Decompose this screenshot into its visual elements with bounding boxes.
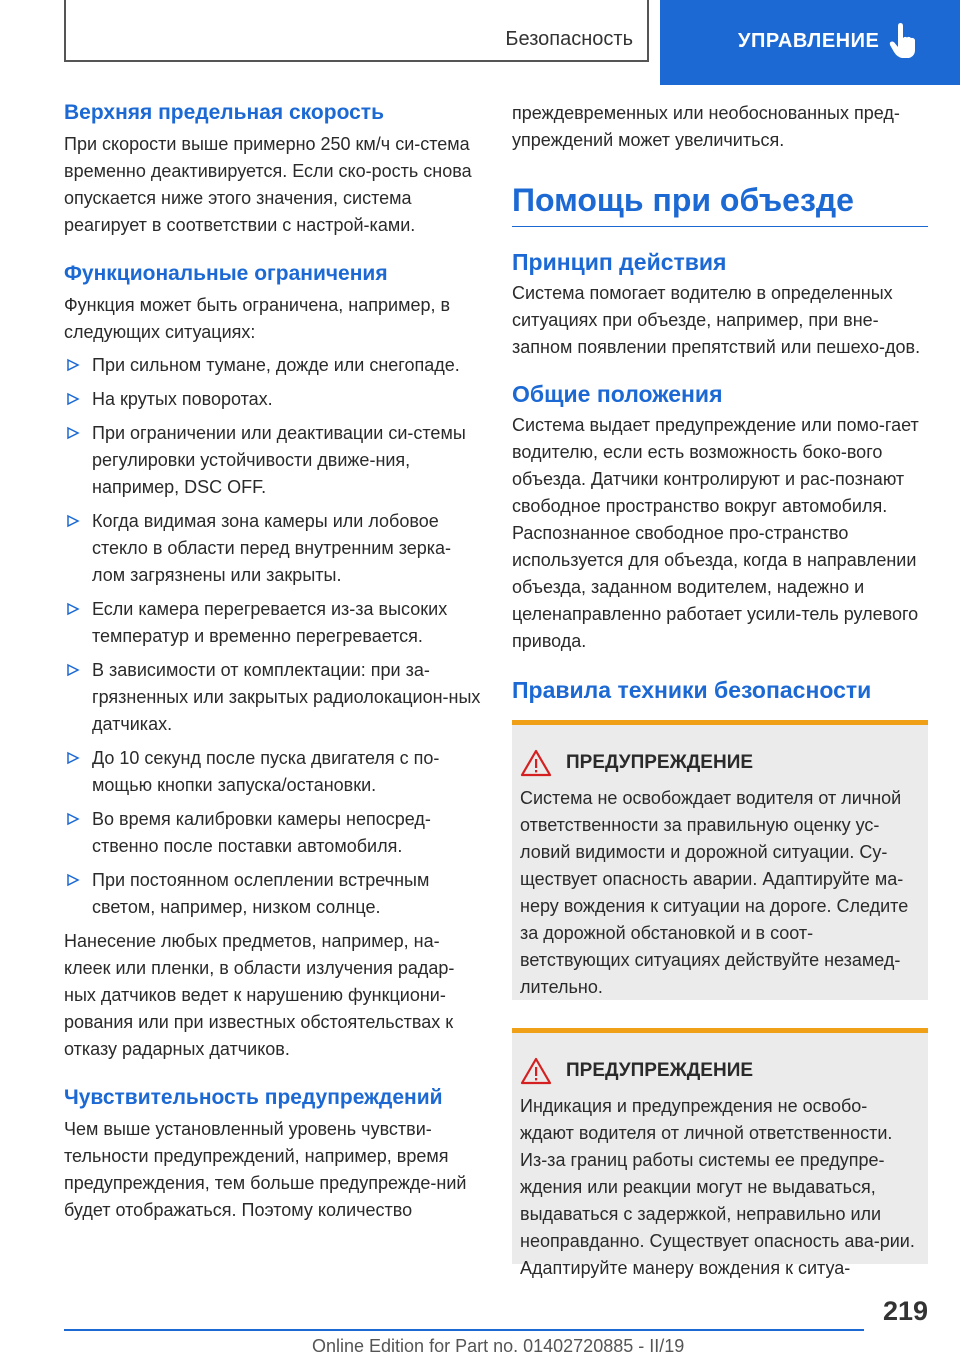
list-item: Когда видимая зона камеры или лобовое стекло в области перед внутренним зерка-лом загрязнены или закрыты. [64,508,482,589]
footer-edition: Online Edition for Part no. 01402720885 - II/19 [312,1336,685,1356]
header-chapter-tab[interactable] [660,0,960,85]
heading-upper-speed: Верхняя предельная скорость [64,101,384,124]
list-item: Если камера перегревается из-за высоких температур и временно перегревается. [64,596,482,650]
warning-triangle-icon [520,749,552,777]
triangle-bullet-icon [66,751,80,765]
header-chapter-title: УПРАВЛЕНИЕ [738,30,880,52]
left-column [64,100,482,1224]
page-number: 219 [882,1296,928,1326]
heading-evasion-assist: Помощь при объезде [512,180,928,227]
triangle-bullet-icon [66,812,80,826]
triangle-bullet-icon [66,663,80,677]
list-item: В зависимости от комплектации: при за-грязненных или закрытых радиолокацион-ных датчиках. [64,657,482,738]
limits-list [64,352,482,921]
list-item: При ограничении или деактивации си-стемы регулировки устойчивости движе-ния, например, DSC OFF. [64,420,482,501]
heading-safety-rules: Правила техники безопасности [512,677,872,703]
paragraph-stickers: Нанесение любых предметов, например, на-клеек или пленки, в области излучения радар-ных датчиков ведет к нарушению функциони-рования или при известных обстоятельствах к отказу радарных датчиков. [64,931,455,1059]
footer-divider [64,1329,864,1331]
paragraph-functional-limits: Функция может быть ограничена, например, в следующих ситуациях: [64,295,451,342]
paragraph-general: Система выдает предупреждение или помо-гает водителю, если есть возможность боко-вого объезда. Датчики контролируют и рас-познают свободное пространство вокруг автомобиля. Распознанное свободное про-странство используется для объезда, когда в направлении объезда, заданном водителем, надежно и целенаправленно работает усили-тель рулевого привода. [512,415,919,651]
paragraph-continued: преждевременных или необоснованных пред-упреждений может увеличиться. [512,103,900,150]
heading-principle: Принцип действия [512,249,727,275]
heading-general: Общие положения [512,381,723,407]
triangle-bullet-icon [66,873,80,887]
right-column [512,100,928,1278]
paragraph-principle: Система помогает водителю в определенных ситуациях при объезде, например, при вне-запном появлении препятствий или пешехо-дов. [512,283,921,357]
list-item: До 10 секунд после пуска двигателя с по-мощью кнопки запуска/остановки. [64,745,482,799]
triangle-bullet-icon [66,426,80,440]
warning-triangle-icon [520,1057,552,1085]
warning-title: ПРЕДУПРЕЖДЕНИЕ [566,1060,754,1081]
paragraph-upper-speed: При скорости выше примерно 250 км/ч си-стема временно деактивируется. Если ско-рость снова опускается ниже этого значения, система реагирует в соответствии с настрой-ками. [64,134,472,235]
triangle-bullet-icon [66,392,80,406]
paragraph-warning-sensitivity: Чем выше установленный уровень чувстви-тельности предупреждений, например, время предупреждения, тем больше предупрежде-ний будет отображаться. Поэтому количество [64,1119,467,1220]
list-item: На крутых поворотах. [64,386,482,413]
warning-text: Индикация и предупреждения не освобо-ждают водителя от личной ответственности. Из-за границ работы системы ее предупре-ждения или реакции могут не выдаваться, выдаваться с задержкой, неправильно или неоправданно. Существует опасность ава-рии. Адаптируйте манеру вождения к ситуа- [520,1096,915,1278]
warning-text: Система не освобождает водителя от личной ответственности за правильную оценку ус-ловий видимости и дорожной ситуации. Су-ществует опасность аварии. Адаптируйте ма-неру вождения к ситуации на дороге. Следите за дорожной обстановкой и в соот-ветствующих ситуациях действуйте незамед-лительно. [520,788,909,997]
heading-functional-limits: Функциональные ограничения [64,262,388,285]
triangle-bullet-icon [66,358,80,372]
warning-box-1 [512,720,928,1000]
warning-box-2 [512,1028,928,1278]
heading-warning-sensitivity: Чувствительность предупреждений [64,1086,443,1109]
triangle-bullet-icon [66,602,80,616]
warning-title: ПРЕДУПРЕЖДЕНИЕ [566,752,754,773]
list-item: При постоянном ослеплении встречным светом, например, низком солнце. [64,867,482,921]
triangle-bullet-icon [66,514,80,528]
header-section-box [64,0,649,62]
header-section-title: Безопасность [505,28,633,50]
list-item: Во время калибровки камеры непосред-ственно после поставки автомобиля. [64,806,482,860]
list-item: При сильном тумане, дожде или снегопаде. [64,352,482,379]
hand-pointer-icon [888,22,918,60]
